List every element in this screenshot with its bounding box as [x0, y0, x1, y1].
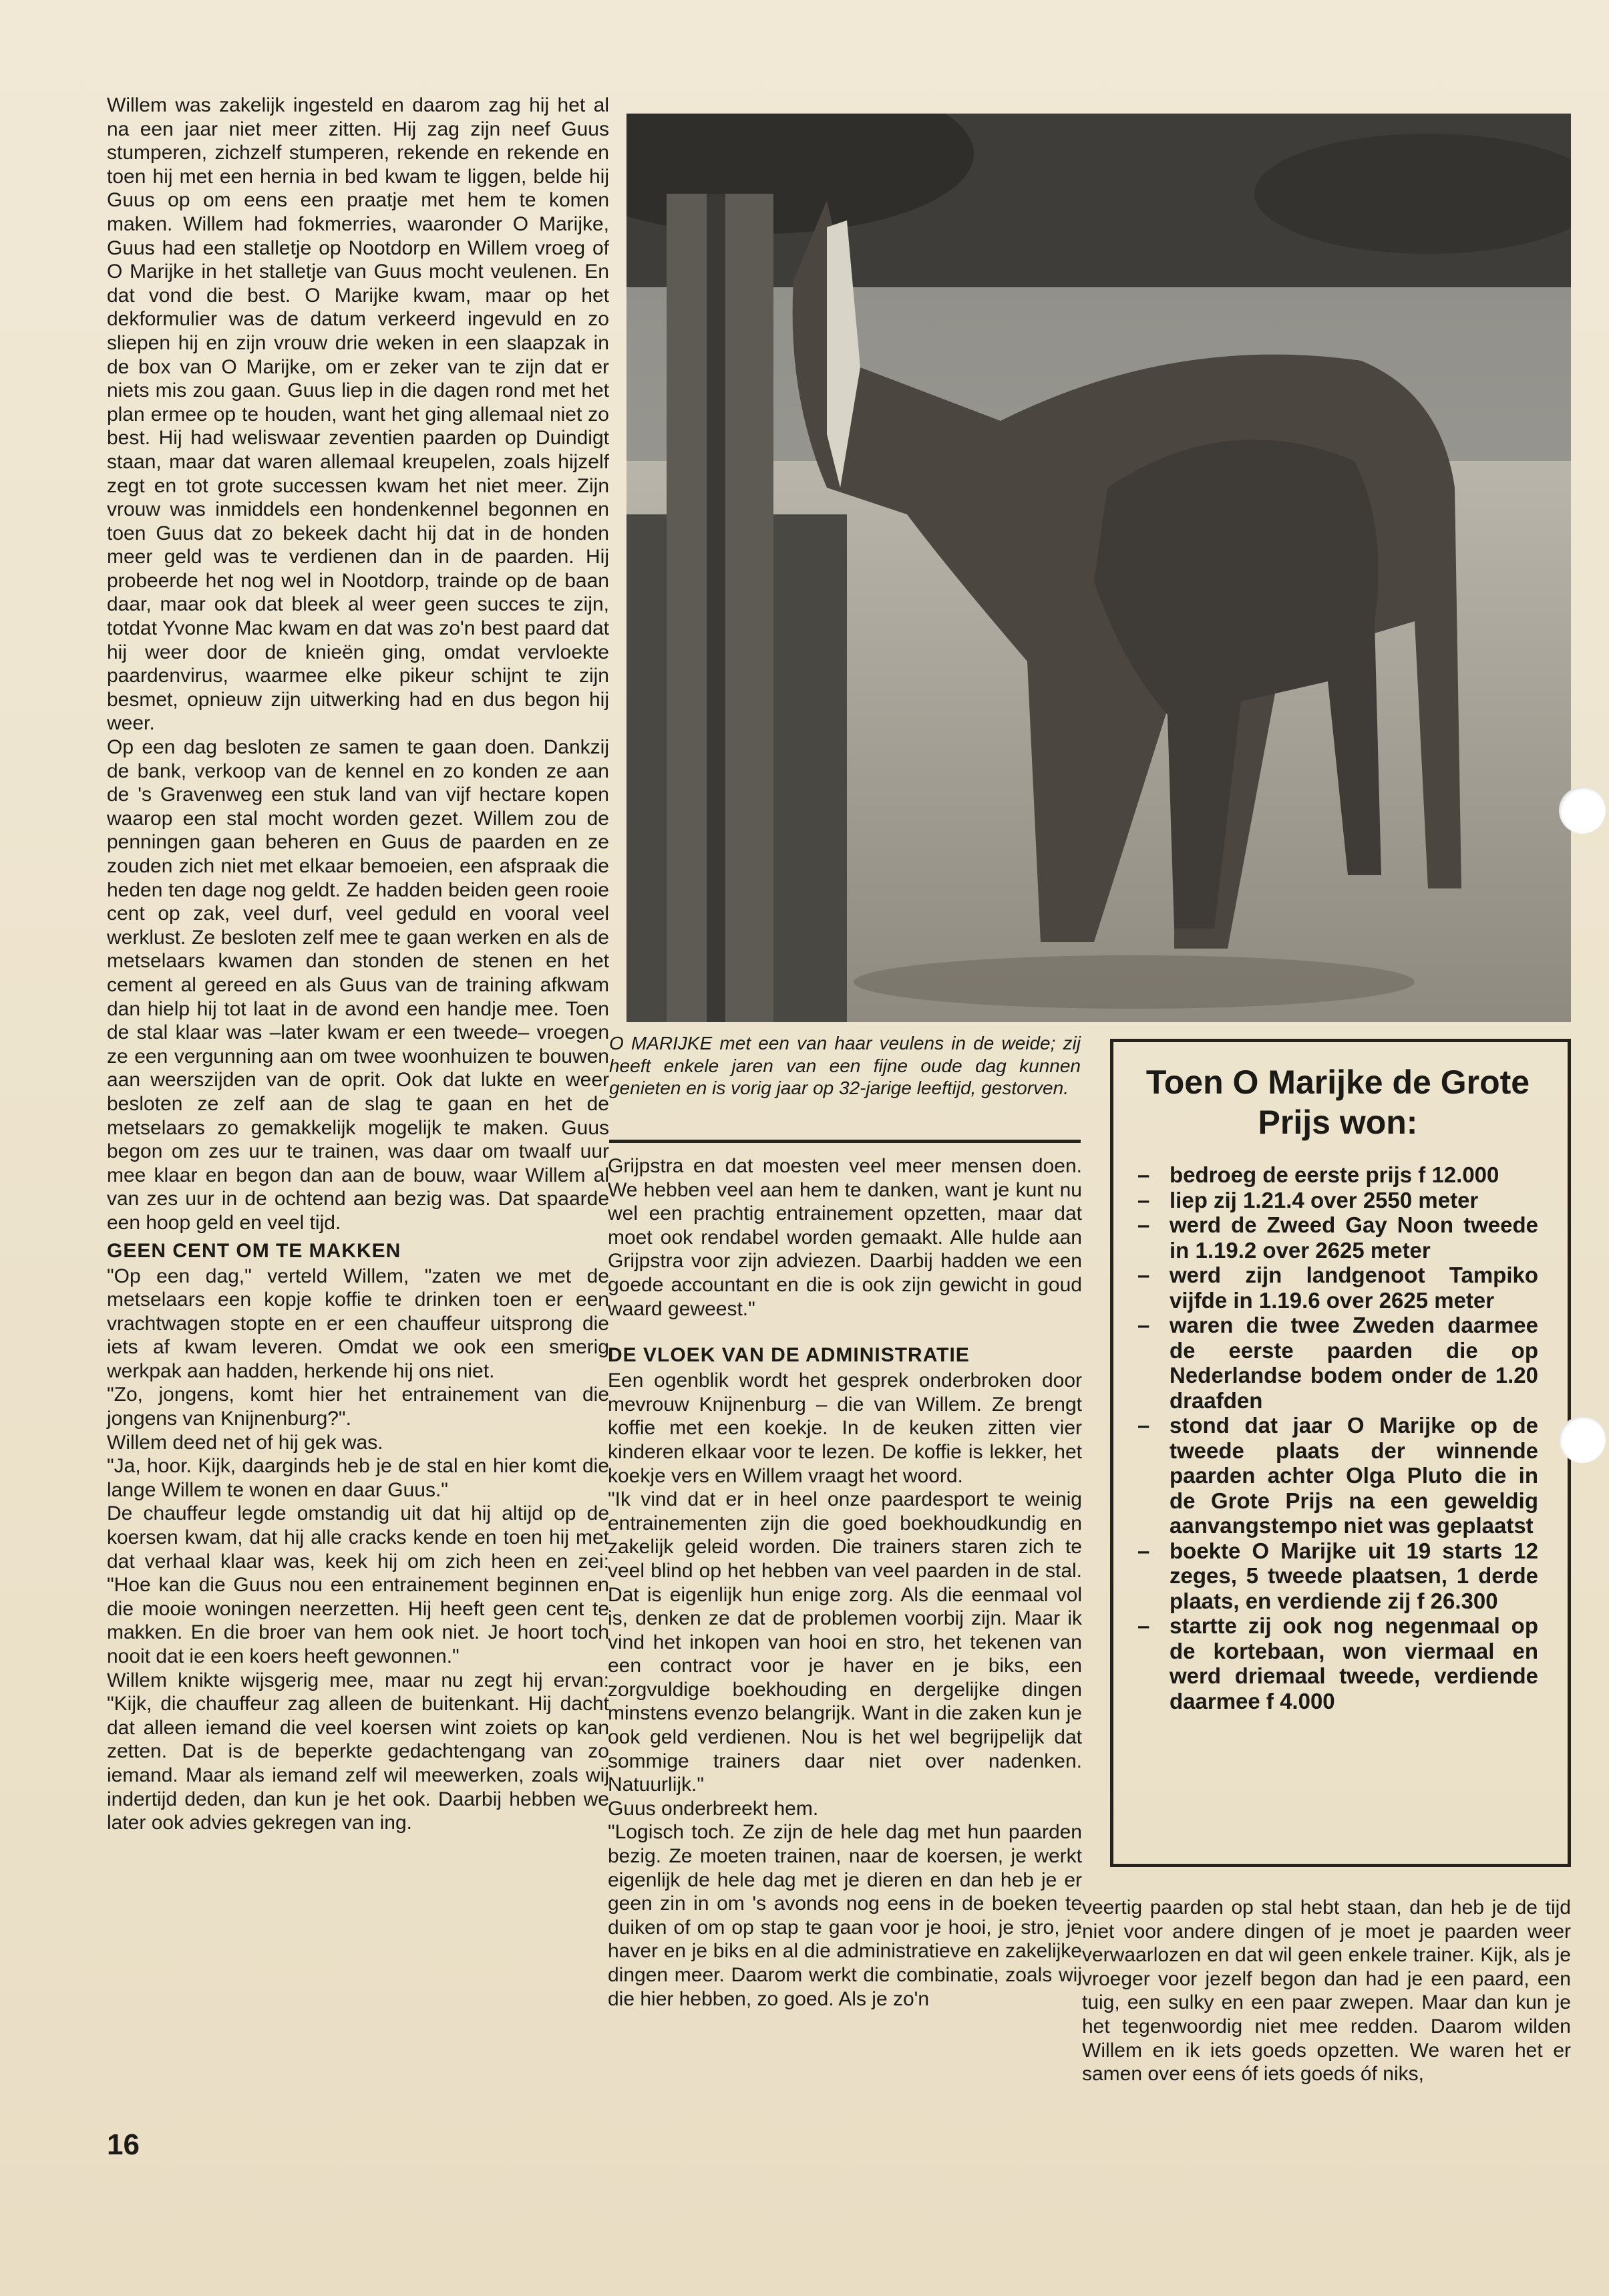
subhead-geen-cent: GEEN CENT OM TE MAKKEN [107, 1239, 401, 1262]
punch-hole [1559, 787, 1606, 834]
paragraph: De chauffeur legde omstandig uit dat hij altijd op de koersen kwam, dat hij alle cracks kende en toen hij met dat verhaal klaar was, keek hij om zich heen en zei: "Hoe kan die Guus nou een entrainement beginnen en die mooie woningen neerzetten. Hij heeft geen cent te makken. En die broer van hem ook niet. Je hoort toch nooit dat ie een koers heeft gewonnen." [107, 1502, 609, 1667]
list-item: – stond dat jaar O Marijke op de tweede plaats der winnende paarden achter Olga Pluto die in de Grote Prijs na een geweldig aanvangstempo niet was geplaatst [1137, 1413, 1538, 1538]
list-item: – boekte O Marijke uit 19 starts 12 zeges, 5 tweede plaatsen, 1 derde plaats, en verdiende zij f 26.300 [1137, 1538, 1538, 1614]
box-list [1137, 1162, 1538, 1713]
list-item: – werd zijn landgenoot Tampiko vijfde in 1.19.6 over 2625 meter [1137, 1263, 1538, 1313]
list-item: – waren die twee Zweden daarmee de eerste paarden die op Nederlandse bodem onder de 1.20 draafden [1137, 1313, 1538, 1413]
box-title: Toen O Marijke de Grote Prijs won: [1145, 1063, 1530, 1141]
article-column-3 [1082, 1896, 1571, 2086]
article-column-1 [107, 94, 609, 1835]
list-item: – startte zij ook nog negenmaal op de kortebaan, won viermaal en werd driemaal tweede, verdiende daarmee f 4.000 [1137, 1613, 1538, 1713]
paragraph: veertig paarden op stal hebt staan, dan heb je de tijd niet voor andere dingen of je moet je paarden weer verwaarlozen en dat wil geen enkele trainer. Kijk, als je vroeger voor jezelf begon dan had je een paard, een tuig, een sulky en een paar zwepen. Maar dan kun je het tegenwoordig niet mee redden. Daarom wilden Willem en ik iets goeds opzetten. We waren het er samen over eens óf iets goeds óf niks, [1082, 1897, 1571, 2086]
horse-and-foal-image [627, 114, 1571, 1022]
paragraph: Een ogenblik wordt het gesprek onderbroken door mevrouw Knijnenburg – die van Willem. Ze brengt koffie met een koekje. In de keuken zitten vier kinderen elkaar voor te lezen. De koffie is lekker, het koekje vers en Willem vraagt het woord. [608, 1369, 1082, 1487]
caption-divider [609, 1140, 1081, 1143]
subhead-vloek-administratie: DE VLOEK VAN DE ADMINISTRATIE [608, 1344, 970, 1367]
paragraph: Guus onderbreekt hem. [608, 1797, 819, 1820]
list-item: – bedroeg de eerste prijs f 12.000 [1137, 1162, 1538, 1188]
list-item: – liep zij 1.21.4 over 2550 meter [1137, 1188, 1538, 1213]
paragraph: "Ik vind dat er in heel onze paardesport te weinig entrainementen zijn die goed boekhoudkundig en zakelijk geleid worden. Die trainers staren zich te veel blind op het hebben van veel paarden in de stal. Dat is eigenlijk hun enige zorg. Als die eenmaal vol is, denken ze dat de problemen voorbij zijn. Maar ik vind het inkopen van hooi en stro, het tekenen van een contract voor je haver en je biks, een zorgvuldige boekhouding en dergelijke dingen minstens evenzo belangrijk. Want in die zaken kun je ook geld verdienen. Nou is het wel begrijpelijk dat sommige trainers daar niet over nadenken. Natuurlijk." [608, 1488, 1082, 1796]
horse-photo [627, 114, 1571, 1022]
list-item: – werd de Zweed Gay Noon tweede in 1.19.2 over 2625 meter [1137, 1212, 1538, 1263]
paragraph: "Op een dag," verteld Willem, "zaten we met de metselaars een kopje koffie te drinken toen er een vrachtwagen stopte en er een chauffeur uitsprong die iets af kwam leveren. Omdat we ook een smerig werkpak aan hadden, herkende hij ons niet. [107, 1265, 609, 1382]
punch-hole [1559, 1416, 1606, 1463]
paragraph: Grijpstra en dat moesten veel meer mensen doen. We hebben veel aan hem te danken, want je kunt nu wel een prachtig entrainement opzetten, maar dat moet ook rendabel worden gemaakt. Alle hulde aan Grijpstra voor zijn adviezen. Daarbij hadden we een goede accountant en die is ook zijn gewicht in goud waard geweest." [608, 1155, 1082, 1320]
article-column-2 [608, 1154, 1082, 2011]
paragraph: Willem knikte wijsgerig mee, maar nu zegt hij ervan: "Kijk, die chauffeur zag alleen de buitenkant. Hij dacht dat alleen iemand die veel koersen wint zoiets op kan zetten. Dat is de beperkte gedachtengang van zo iemand. Maar als iemand zelf wil meewerken, zoals wij indertijd deden, dan kun je het ook. Daarbij hebben we later ook advies gekregen van ing. [107, 1669, 609, 1834]
paragraph: Op een dag besloten ze samen te gaan doen. Dankzij de bank, verkoop van de kennel en zo konden ze aan de 's Gravenweg een stuk land van vijf hectare kopen waarop een stal mocht worden gezet. Willem zou de penningen gaan beheren en Guus de paarden en ze zouden zich niet met elkaar bemoeien, een afspraak die heden ten dage nog geldt. Ze hadden beiden geen rooie cent op zak, veel durf, veel geduld en vooral veel werklust. Ze besloten zelf mee te gaan werken en als de metselaars kwamen dan stonden de stenen en het cement al gereed en als Guus van de training afkwam dan hielp hij tot laat in de avond een handje mee. Toen de stal klaar was –later kwam er een tweede– vroegen ze een vergunning aan om twee woonhuizen te bouwen aan weerszijden van de oprit. Ook dat lukte en weer besloten ze zelf aan de slag te gaan en het de metselaars zo gemakkelijk mogelijk te maken. Guus begon om zes uur te trainen, was daar om twaalf uur mee klaar en begon dan aan de bouw, waar Willem al van zes uur in de ochtend aan bezig was. Dat spaarde een hoop geld en veel tijd. [107, 736, 609, 1234]
page-number: 16 [107, 2128, 140, 2161]
paragraph: Willem was zakelijk ingesteld en daarom zag hij het al na een jaar niet meer zitten. Hij zag zijn neef Guus stumperen, zichzelf stumperen, rekende en rekende en toen hij met een hernia in bed kwam te liggen, belde hij Guus op om eens een praatje met hem te komen maken. Willem had fokmerries, waaronder O Marijke, Guus had een stalletje op Nootdorp en Willem vroeg of O Marijke in het stalletje van Guus mocht veulenen. En dat vond die best. O Marijke kwam, maar op het dekformulier was de datum verkeerd ingevuld en zo sliepen hij en zijn vrouw drie weken in een slaapzak in de box van O Marijke, om er zeker van te zijn dat er niets mis zou gaan. Guus liep in die dagen rond met het plan ermee op te houden, want het ging allemaal niet zo best. Hij had weliswaar zeventien paarden op Duindigt staan, maar dat waren allemaal kreupelen, zoals hijzelf zegt en tot grote successen kwam het niet meer. Zijn vrouw was inmiddels een hondenkennel begonnen en toen Guus dat zo bekeek dacht hij dat in de honden meer geld was te verdienen dan in de paarden. Hij probeerde het nog wel in Nootdorp, trainde op de baan daar, maar ook dat bleek al weer geen succes te zijn, totdat Yvonne Mac kwam en dat was zo'n best paard dat hij weer door de knieën ging, omdat vervloekte paardenvirus, waarmee elke pikeur schijnt te zijn besmet, opnieuw zijn uitwerking had en dus begon hij weer. [107, 94, 609, 735]
paragraph: Willem deed net of hij gek was. [107, 1431, 383, 1454]
photo-caption: O MARIJKE met een van haar veulens in de weide; zij heeft enkele jaren van een fijne oude dag kunnen genieten en is vorig jaar op 32-jarige leeftijd, gestorven. [609, 1033, 1081, 1098]
paragraph: "Ja, hoor. Kijk, daarginds heb je de stal en hier komt die lange Willem te wonen en daar Guus." [107, 1455, 609, 1501]
paragraph: "Logisch toch. Ze zijn de hele dag met hun paarden bezig. Ze moeten trainen, naar de koersen, je werkt eigenlijk de hele dag met je dieren en dan heb je er geen zin in om 's avonds nog eens in de boeken te duiken of om op stap te gaan voor je hooi, je stro, je haver en je biks en al die administratieve en zakelijke dingen meer. Daarom werkt die combinatie, zoals wij die hier hebben, zo goed. Als je zo'n [608, 1821, 1082, 2010]
paragraph: "Zo, jongens, komt hier het entrainement van die jongens van Knijnenburg?". [107, 1383, 609, 1430]
grote-prijs-sidebar-box [1110, 1039, 1571, 1867]
